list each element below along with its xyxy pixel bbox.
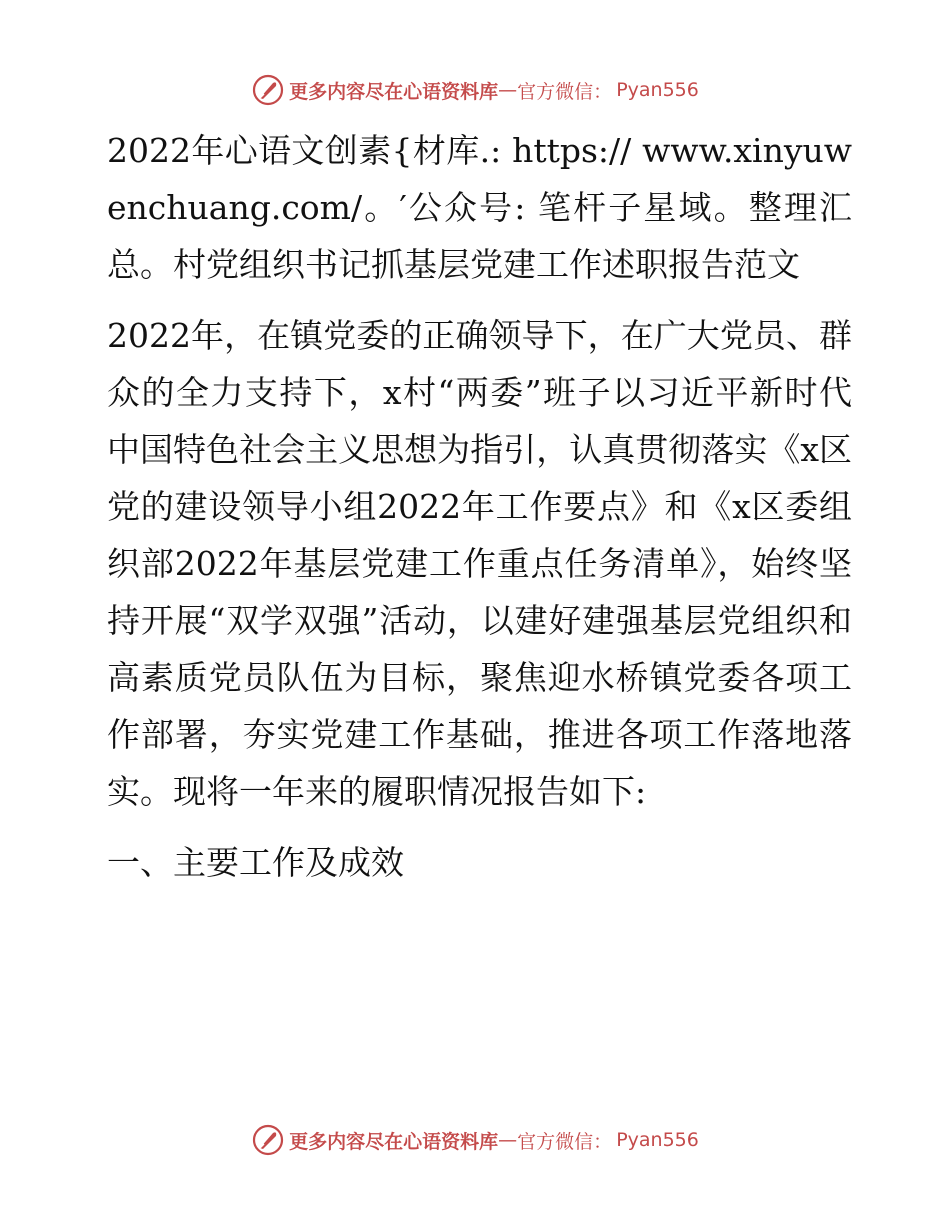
quill-pen-icon — [251, 1123, 285, 1157]
document-intro: 2022年心语文创素{材库.: https:// www.xinyuwenchuang.com/。′公众号: 笔杆子星域。整理汇总。村党组织书记抓基层党建工作述职报告范文 — [107, 131, 852, 284]
header-banner — [0, 70, 950, 110]
footer-banner — [0, 1120, 950, 1160]
banner-wechat-label: 官方微信： — [517, 1130, 613, 1153]
section-heading: 一、主要工作及成效 — [107, 843, 404, 882]
banner-wechat-account: Pyan556 — [616, 79, 699, 101]
banner-wechat-account: Pyan556 — [616, 1129, 699, 1151]
banner-separator: — — [498, 1129, 518, 1151]
quill-pen-icon — [251, 73, 285, 107]
document-body — [97, 122, 852, 891]
banner-slogan: 更多内容尽在心语资料库 — [289, 1130, 499, 1153]
document-paragraph: 2022年，在镇党委的正确领导下，在广大党员、群众的全力支持下，x村“两委”班子以习近平新时代中国特色社会主义思想为指引，认真贯彻落实《x区党的建设领导小组2022年工作要点》和《x区委组织部2022年基层党建工作重点任务清单》，始终坚持开展“双学双强”活动，以建好建强基层党组织和高素质党员队伍为目标，聚焦迎水桥镇党委各项工作部署，夯实党建工作基础，推进各项工作落地落实。现将一年来的履职情况报告如下: — [107, 316, 852, 811]
banner-slogan: 更多内容尽在心语资料库 — [289, 80, 499, 103]
banner-separator: — — [498, 79, 518, 101]
banner-wechat-label: 官方微信： — [517, 80, 613, 103]
